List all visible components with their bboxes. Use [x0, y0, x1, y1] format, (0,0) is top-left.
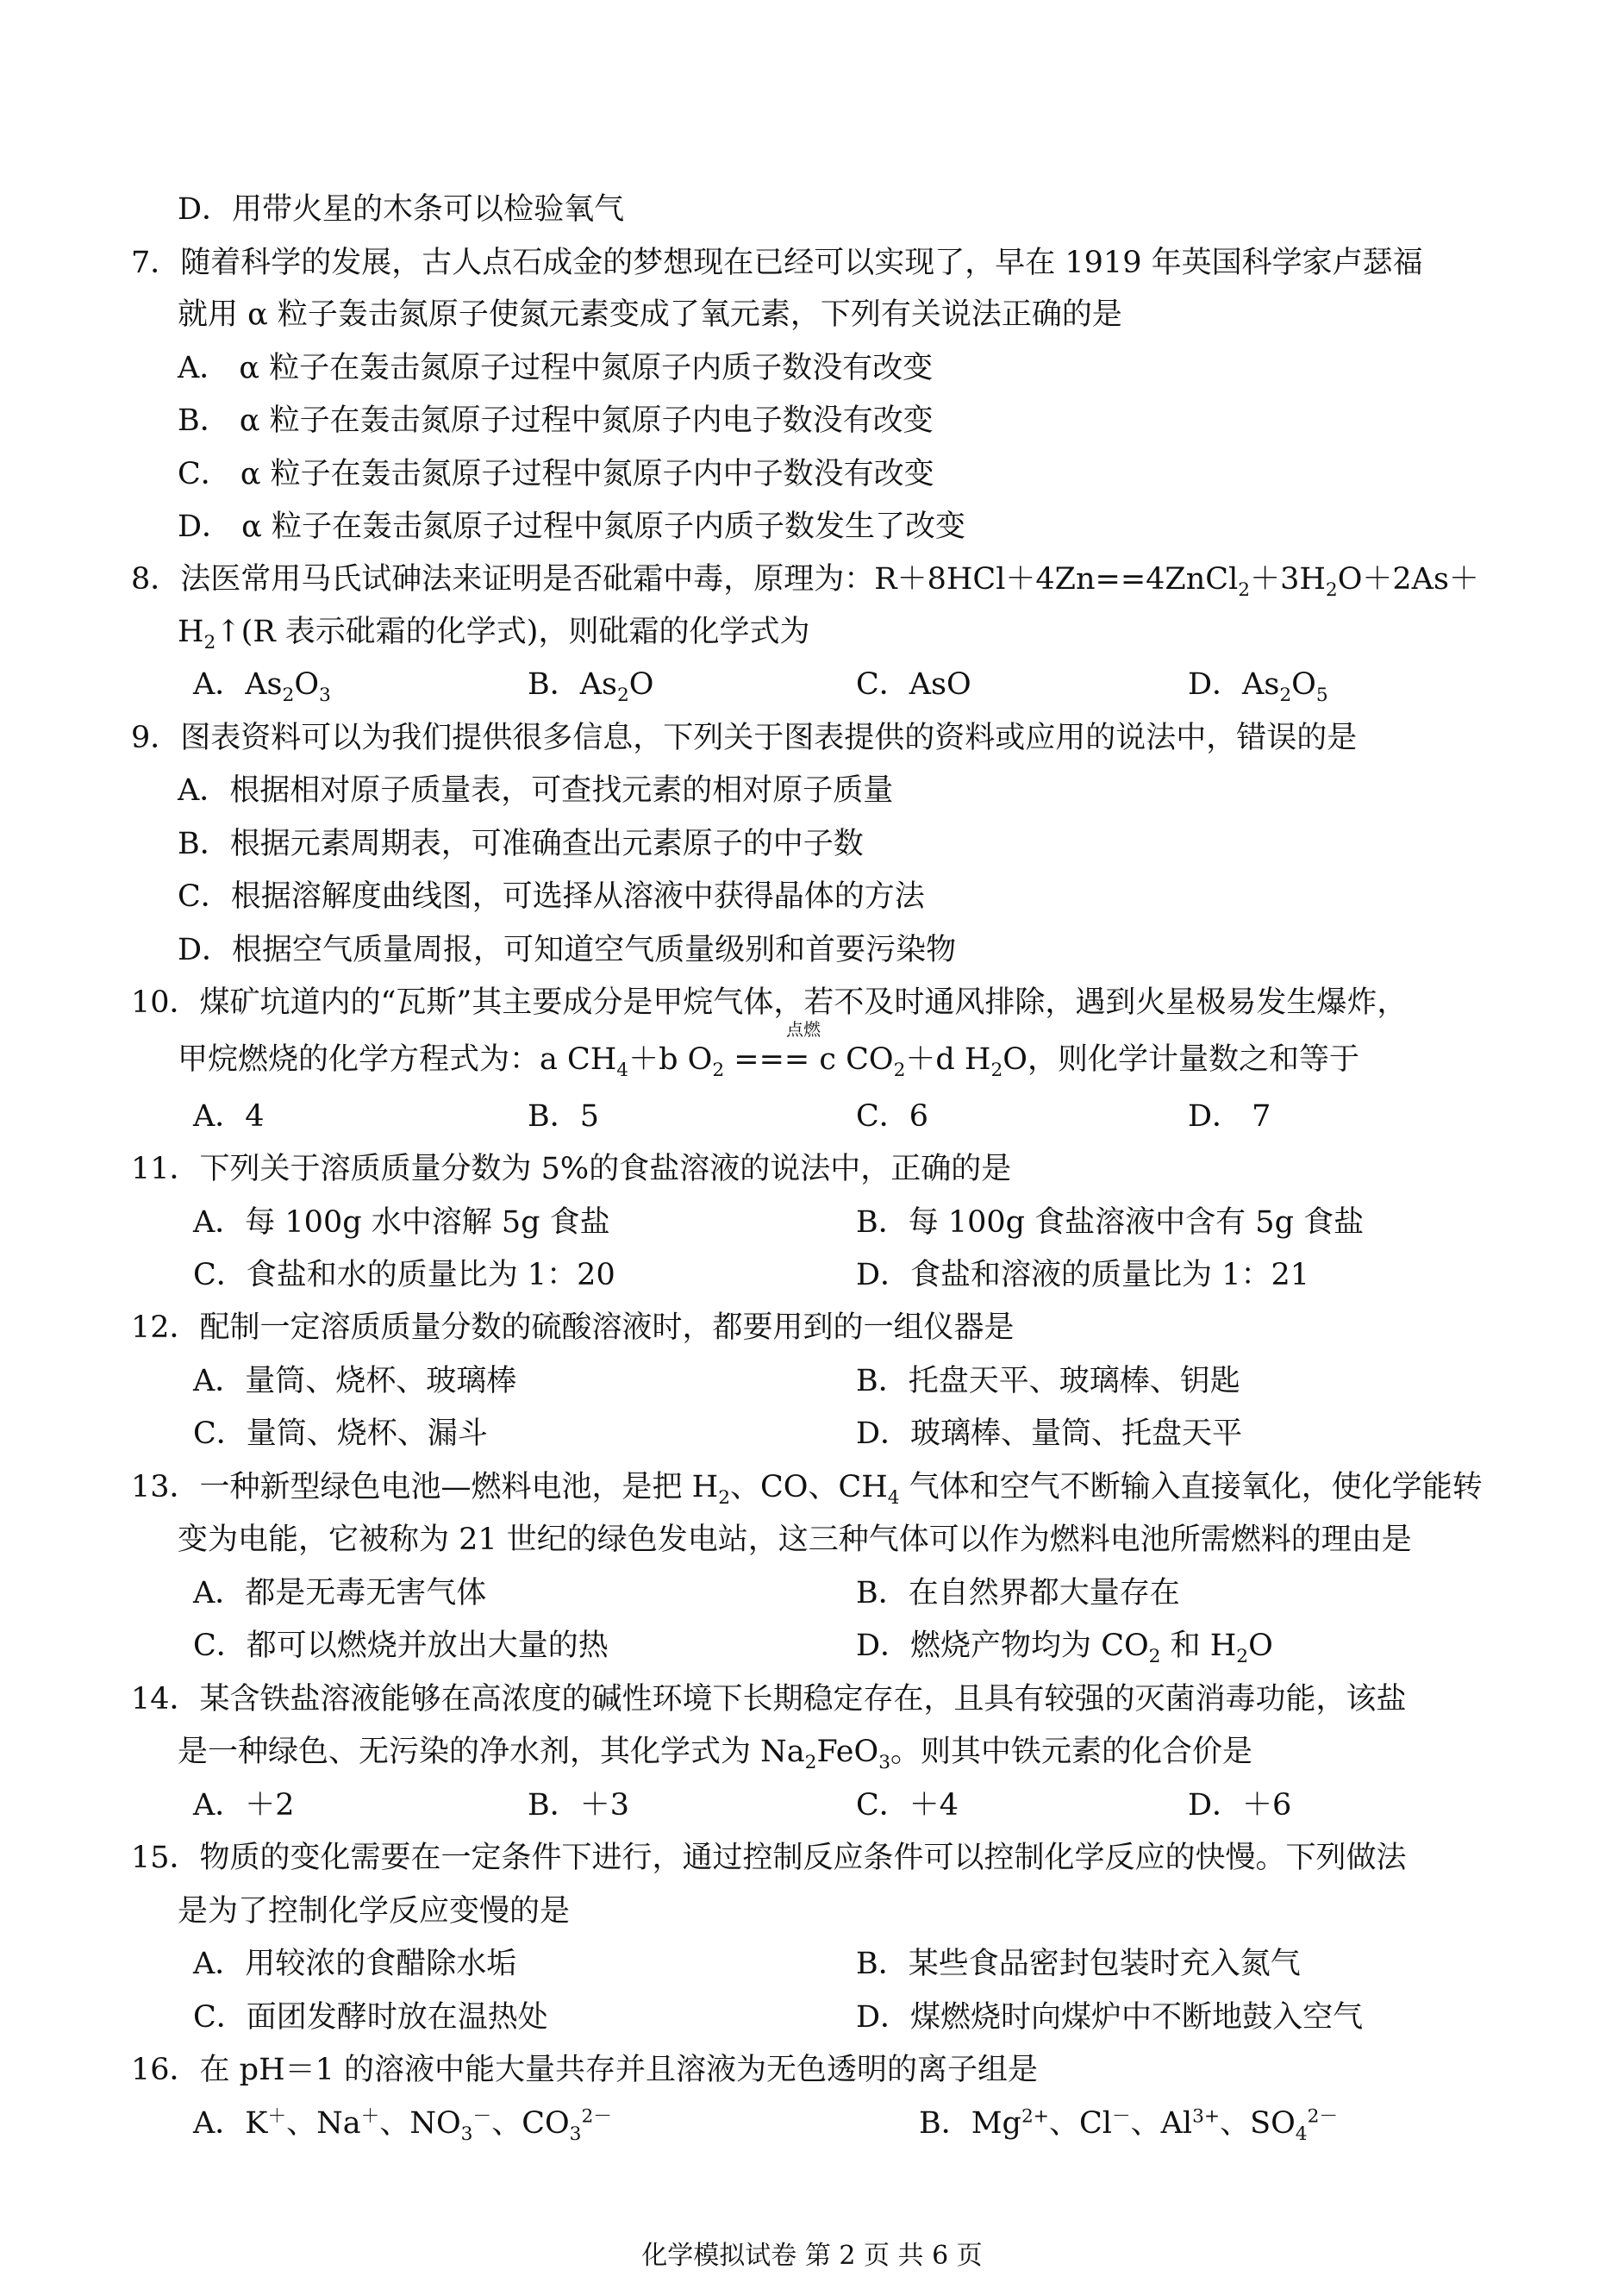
q15-option-b: B．某些食品密封包装时充入氮气: [856, 1947, 1301, 1981]
q15-option-d: D．煤燃烧时向煤炉中不断地鼓入空气: [856, 2000, 1364, 2035]
q13-stem-line2: 变为电能，它被称为 21 世纪的绿色发电站，这三种气体可以作为燃料电池所需燃料的理由是: [178, 1523, 1412, 1557]
q14-option-c: C．＋4: [856, 1788, 959, 1823]
q8-option-c: C．AsO: [856, 667, 971, 702]
q8-option-b: B．$As_2O$: [528, 667, 654, 706]
q9-stem: 9．图表资料可以为我们提供很多信息，下列关于图表提供的资料或应用的说法中，错误的是: [131, 721, 1358, 755]
q8-stem-line2: $H_2↑(R$ 表示砒霜的化学式)，则砒霜的化学式为: [178, 615, 810, 653]
q16-option-b: B．$Mg^{2+}$、Cl－、$Al^{3+}$、$SO_4^{2-}$: [919, 2105, 1339, 2145]
q13-option-d: D．燃烧产物均为 $CO_2$ 和 $H_2O$: [856, 1629, 1273, 1667]
q11-option-a: A．每 100g 水中溶解 5g 食盐: [193, 1205, 610, 1240]
q10-option-d: D． 7: [1188, 1099, 1271, 1134]
page-footer: 化学模拟试卷 第 2 页 共 6 页: [641, 2241, 983, 2271]
q14-option-b: B．＋3: [528, 1788, 629, 1823]
q14-stem-line1: 14．某含铁盐溶液能够在高浓度的碱性环境下长期稳定存在，且具有较强的灭菌消毒功能，该盐: [131, 1682, 1407, 1717]
q7-stem-line2: 就用 α 粒子轰击氮原子使氮元素变成了氧元素，下列有关说法正确的是: [178, 297, 1122, 332]
q9-option-c: C．根据溶解度曲线图，可选择从溶液中获得晶体的方法: [178, 879, 925, 914]
q10-stem-line2: 甲烷燃烧的化学方程式为：a $CH_4+b$ $O_2$ === c $CO_2+d$ $H_2O$，则化学计量数之和等于: [178, 1042, 1359, 1081]
q11-option-d: D．食盐和溶液的质量比为 1：21: [856, 1258, 1309, 1292]
q10-option-a: A．4: [193, 1099, 265, 1134]
q15-stem-line1: 15．物质的变化需要在一定条件下进行，通过控制反应条件可以控制化学反应的快慢。下列做法: [131, 1841, 1407, 1875]
q8-option-d: D．$As_2O_5$: [1188, 667, 1328, 706]
q14-option-a: A．＋2: [193, 1788, 295, 1823]
q13-option-a: A．都是无毒无害气体: [193, 1576, 487, 1610]
q10-reaction-condition: 点燃: [786, 1019, 821, 1040]
q14-stem-line2: 是一种绿色、无污染的净水剂，其化学式为 $Na_2FeO_3$。则其中铁元素的化合价是: [178, 1735, 1253, 1773]
q11-option-b: B．每 100g 食盐溶液中含有 5g 食盐: [856, 1205, 1365, 1240]
q13-option-c: C．都可以燃烧并放出大量的热: [193, 1629, 609, 1663]
q12-option-c: C．量筒、烧杯、漏斗: [193, 1416, 488, 1451]
q16-stem: 16．在 pH＝1 的溶液中能大量共存并且溶液为无色透明的离子组是: [131, 2053, 1038, 2087]
q7-option-c: C． α 粒子在轰击氮原子过程中氮原子内中子数没有改变: [178, 457, 934, 491]
q9-option-d: D．根据空气质量周报，可知道空气质量级别和首要污染物: [178, 933, 957, 967]
q14-option-d: D．＋6: [1188, 1788, 1292, 1823]
q8-stem-line1: 8．法医常用马氏试砷法来证明是否砒霜中毒，原理为：$R+8HCl+4Zn==4ZnCl_2+3H_2O+2As+$: [131, 562, 1479, 601]
q10-stem-line1: 10．煤矿坑道内的“瓦斯”其主要成分是甲烷气体，若不及时通风排除，遇到火星极易发生爆炸，: [131, 985, 1408, 1020]
q8-option-a: A．$As_2O_3$: [193, 667, 331, 706]
q16-option-a: A．K＋、Na＋、$NO_3^-$、$CO_3^{2-}$: [193, 2105, 612, 2145]
q7-option-a: A． α 粒子在轰击氮原子过程中氮原子内质子数没有改变: [178, 351, 934, 385]
q7-option-d: D． α 粒子在轰击氮原子过程中氮原子内质子数发生了改变: [178, 510, 965, 544]
q11-stem: 11．下列关于溶质质量分数为 5%的食盐溶液的说法中，正确的是: [131, 1152, 1012, 1186]
q12-option-d: D．玻璃棒、量筒、托盘天平: [856, 1416, 1243, 1451]
q11-option-c: C．食盐和水的质量比为 1：20: [193, 1258, 615, 1292]
q10-option-c: C．6: [856, 1099, 929, 1134]
q12-stem: 12．配制一定溶质质量分数的硫酸溶液时，都要用到的一组仪器是: [131, 1310, 1015, 1345]
q9-option-b: B．根据元素周期表，可准确查出元素原子的中子数: [178, 827, 864, 861]
q9-option-a: A．根据相对原子质量表，可查找元素的相对原子质量: [178, 773, 894, 808]
q15-stem-line2: 是为了控制化学反应变慢的是: [178, 1894, 571, 1929]
q10-option-b: B．5: [528, 1099, 599, 1134]
q12-option-a: A．量筒、烧杯、玻璃棒: [193, 1364, 517, 1398]
q13-option-b: B．在自然界都大量存在: [856, 1576, 1180, 1610]
q7-stem-line1: 7．随着科学的发展，古人点石成金的梦想现在已经可以实现了，早在 1919 年英国科学家卢瑟福: [131, 246, 1423, 280]
q12-option-b: B．托盘天平、玻璃棒、钥匙: [856, 1364, 1240, 1398]
q15-option-a: A．用较浓的食醋除水垢: [193, 1947, 517, 1981]
q13-stem-line1: 13．一种新型绿色电池—燃料电池，是把 $H_2$、CO、$CH_4$ 气体和空气不断输入直接氧化，使化学能转: [131, 1470, 1483, 1509]
q15-option-c: C．面团发酵时放在温热处: [193, 2000, 548, 2035]
q6-option-d: D．用带火星的木条可以检验氧气: [178, 192, 625, 227]
q7-option-b: B． α 粒子在轰击氮原子过程中氮原子内电子数没有改变: [178, 403, 934, 438]
